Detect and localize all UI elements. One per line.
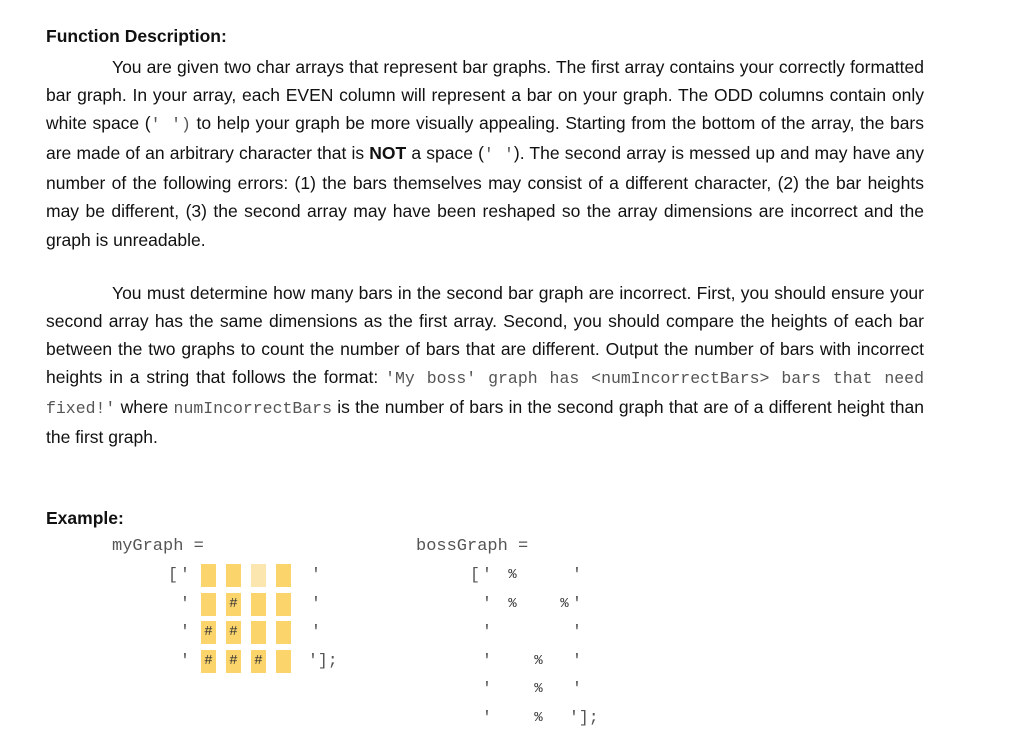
format-string: 'My boss' graph has <numIncorrectBars> bars that need fixed!' — [46, 369, 924, 419]
boss-cell: % — [508, 596, 517, 612]
grid-cell — [251, 621, 266, 644]
bar-cell: # — [251, 650, 266, 673]
variable-name: numIncorrectBars — [173, 399, 332, 419]
grid-cell — [276, 621, 291, 644]
row-quote: ' — [180, 622, 190, 641]
row-quote: ' — [180, 651, 190, 670]
grid-cell — [251, 593, 266, 616]
row-quote: ' — [482, 622, 492, 641]
boss-cell: % — [560, 596, 569, 612]
row-quote: ' — [572, 565, 582, 584]
row-quote: ' — [482, 708, 492, 727]
bar-cell: # — [201, 650, 216, 673]
boss-cell: % — [534, 710, 543, 726]
mygraph-close: ']; — [308, 651, 338, 670]
row-quote: ' — [482, 651, 492, 670]
grid-cell — [201, 593, 216, 616]
grid-cell — [276, 650, 291, 673]
boss-cell: % — [534, 681, 543, 697]
grid-cell — [276, 593, 291, 616]
example-heading: Example: — [46, 508, 124, 528]
bar-cell: # — [226, 650, 241, 673]
row-quote: ' — [180, 565, 190, 584]
grid-cell — [226, 564, 241, 587]
bar-cell: # — [201, 621, 216, 644]
grid-cell — [201, 564, 216, 587]
row-quote: ' — [572, 679, 582, 698]
row-quote: ' — [180, 594, 190, 613]
mygraph-label: myGraph = — [112, 537, 204, 556]
boss-cell: % — [508, 567, 517, 583]
bar-cell: # — [226, 593, 241, 616]
bar-cell: # — [226, 621, 241, 644]
row-quote: ' — [311, 622, 321, 641]
grid-cell — [276, 564, 291, 587]
grid-cell — [251, 564, 266, 587]
mygraph-open-bracket: [ — [168, 565, 178, 584]
row-quote: ' — [482, 679, 492, 698]
bossgraph-label: bossGraph = — [416, 537, 529, 556]
row-quote: ' — [572, 622, 582, 641]
row-quote: ' — [311, 565, 321, 584]
paragraph-description: You are given two char arrays that represent bar graphs. The first array contains your correctly formatted bar graph. In your array, each EVEN column will represent a bar on your graph. The ODD columns contain only white space (' ') to help your graph be more visually appealing. Starting from the bottom of the array, the bars are made of an arbitrary character that is NOT a space (' '). The second array is messed up and may have any number of the following errors: (1) the bars themselves may consist of a different character, (2) the bar heights may be different, (3) the second array may have been reshaped so the array dimensions are incorrect and the graph is unreadable. — [46, 57, 925, 250]
row-quote: ' — [572, 594, 582, 613]
paragraph-task: You must determine how many bars in the second bar graph are incorrect. First, you should ensure your second array has the same dimensions as the first array. Second, you should compare the heights of each bar between the two graphs to count the number of bars that are different. Output the number of bars with incorrect heights in a string that follows the format: 'My boss' graph has <numIncorrectBars> bars that need fixed!' where numIncorrectBars is the number of bars in the second graph that are of a different height than the first graph. — [46, 283, 925, 448]
bossgraph-close: ']; — [569, 708, 599, 727]
bossgraph-open-bracket: [ — [470, 565, 480, 584]
row-quote: ' — [311, 594, 321, 613]
row-quote: ' — [482, 565, 492, 584]
row-quote: ' — [482, 594, 492, 613]
row-quote: ' — [572, 651, 582, 670]
section-heading: Function Description: — [46, 26, 227, 46]
boss-cell: % — [534, 653, 543, 669]
